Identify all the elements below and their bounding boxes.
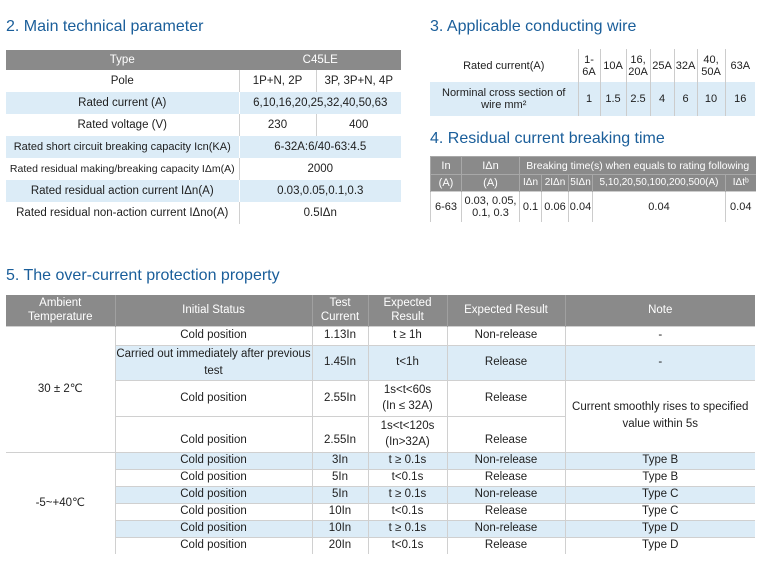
- result-cell: t ≥ 0.1s: [368, 452, 447, 469]
- row-label: Rated residual action current IΔn(A): [6, 180, 239, 202]
- expected-cell: Release: [447, 345, 565, 380]
- table-row: [6, 469, 755, 486]
- row-value: 6-32A:6/40-63:4.5: [239, 136, 401, 158]
- time-value: 0.06: [542, 192, 569, 222]
- current-cell: 2.55In: [312, 380, 368, 416]
- table-row: [6, 180, 401, 202]
- main-parameter-table: [6, 50, 401, 224]
- note-cell: Type C: [565, 503, 755, 520]
- table-row: [6, 92, 401, 114]
- table-row: [6, 136, 401, 158]
- note-cell: -: [565, 326, 755, 345]
- row-label: Pole: [6, 70, 239, 92]
- table-row: [6, 326, 755, 345]
- row-label: Norminal cross section of wire mm²: [430, 82, 578, 116]
- result-cell: t<1h: [368, 345, 447, 380]
- table-row: [431, 192, 756, 222]
- table-row: [6, 486, 755, 503]
- row-label: Rated residual making/breaking capacity IΔm(A): [6, 158, 239, 180]
- expected-cell: Release: [447, 537, 565, 554]
- status-cell: Carried out immediately after previous test: [115, 345, 312, 380]
- expected-cell: Release: [447, 380, 565, 416]
- result-cell: t ≥ 0.1s: [368, 486, 447, 503]
- result-cell: t<0.1s: [368, 469, 447, 486]
- temperature-cell: 30 ± 2℃: [6, 326, 115, 452]
- row-value: 1P+N, 2P: [239, 70, 316, 92]
- rated-current-row: [430, 49, 755, 82]
- header-idn-unit: (A): [462, 175, 520, 192]
- expected-cell: Release: [447, 416, 565, 452]
- row-value: 0.5IΔn: [239, 202, 401, 224]
- over-current-table: [6, 295, 755, 554]
- header-note: Note: [565, 295, 755, 326]
- row-value: 230: [239, 114, 316, 136]
- sub-header: 2IΔn: [542, 175, 569, 192]
- header-in-unit: (A): [431, 175, 462, 192]
- section-4-title: 4. Residual current breaking time: [430, 130, 665, 147]
- section-5-title: 5. The over-current protection property: [6, 267, 280, 284]
- section-value: 4: [650, 82, 674, 116]
- result-cell: 1s<t<120s (In>32A): [368, 416, 447, 452]
- row-value: 0.03,0.05,0.1,0.3: [239, 180, 401, 202]
- header-initial-status: Initial Status: [115, 295, 312, 326]
- table-row: [6, 345, 755, 380]
- status-cell: Cold position: [115, 486, 312, 503]
- section-value: 16: [725, 82, 755, 116]
- row-value: 2000: [239, 158, 401, 180]
- time-value: 0.04: [569, 192, 593, 222]
- header-type: Type: [6, 50, 239, 70]
- current-cell: 20In: [312, 537, 368, 554]
- row-label: Rated residual non-action current IΔno(A): [6, 202, 239, 224]
- status-cell: Cold position: [115, 380, 312, 416]
- table-row: [6, 380, 755, 416]
- sub-header: 5,10,20,50,100,200,500(A): [593, 175, 726, 192]
- status-cell: Cold position: [115, 503, 312, 520]
- section-value: 10: [697, 82, 725, 116]
- section-3-title: 3. Applicable conducting wire: [430, 18, 637, 35]
- section-value: 1.5: [600, 82, 626, 116]
- current-value: 40, 50A: [697, 49, 725, 82]
- cross-section-row: [430, 82, 755, 116]
- table-row: [6, 114, 401, 136]
- note-cell: Type D: [565, 520, 755, 537]
- table-header-row: [6, 50, 401, 70]
- header-test-current: Test Current: [312, 295, 368, 326]
- expected-cell: Release: [447, 469, 565, 486]
- time-value: 0.04: [726, 192, 756, 222]
- section-value: 2.5: [626, 82, 650, 116]
- row-label: Rated current (A): [6, 92, 239, 114]
- expected-cell: Non-release: [447, 486, 565, 503]
- current-cell: 10In: [312, 520, 368, 537]
- header-expected: Expected Result: [368, 295, 447, 326]
- table-row: [6, 537, 755, 554]
- current-value: 32A: [674, 49, 697, 82]
- conducting-wire-table: [430, 49, 755, 116]
- in-value: 6-63: [431, 192, 462, 222]
- header-in: In: [431, 157, 462, 175]
- current-cell: 10In: [312, 503, 368, 520]
- table-row: [6, 503, 755, 520]
- current-value: 25A: [650, 49, 674, 82]
- note-cell: Type B: [565, 469, 755, 486]
- current-value: 63A: [725, 49, 755, 82]
- result-cell: t<0.1s: [368, 537, 447, 554]
- status-cell: Cold position: [115, 537, 312, 554]
- note-cell: Type C: [565, 486, 755, 503]
- table-row: [6, 70, 401, 92]
- current-cell: 1.45In: [312, 345, 368, 380]
- expected-cell: Non-release: [447, 520, 565, 537]
- note-cell: Type B: [565, 452, 755, 469]
- section-value: 6: [674, 82, 697, 116]
- row-label: Rated short circuit breaking capacity Icn(KA): [6, 136, 239, 158]
- result-cell: t ≥ 0.1s: [368, 520, 447, 537]
- status-cell: Cold position: [115, 469, 312, 486]
- table-header-row: [6, 295, 755, 326]
- status-cell: Cold position: [115, 326, 312, 345]
- expected-cell: Non-release: [447, 452, 565, 469]
- result-cell: t<0.1s: [368, 503, 447, 520]
- current-cell: 1.13In: [312, 326, 368, 345]
- expected-cell: Release: [447, 503, 565, 520]
- table-row: [6, 452, 755, 469]
- status-cell: Cold position: [115, 452, 312, 469]
- time-value: 0.04: [593, 192, 726, 222]
- current-cell: 2.55In: [312, 416, 368, 452]
- idn-value: 0.03, 0.05, 0.1, 0.3: [462, 192, 520, 222]
- header-model: C45LE: [239, 50, 401, 70]
- table-row: [6, 158, 401, 180]
- current-value: 1- 6A: [578, 49, 600, 82]
- temperature-cell: -5~+40℃: [6, 452, 115, 554]
- table-header-row: [431, 157, 756, 175]
- result-cell: t ≥ 1h: [368, 326, 447, 345]
- header-expected-result: Expected Result: [447, 295, 565, 326]
- current-cell: 5In: [312, 469, 368, 486]
- header-ambient: Ambient Temperature: [6, 295, 115, 326]
- current-value: 10A: [600, 49, 626, 82]
- section-value: 1: [578, 82, 600, 116]
- expected-cell: Non-release: [447, 326, 565, 345]
- current-value: 16, 20A: [626, 49, 650, 82]
- note-cell: -: [565, 345, 755, 380]
- current-cell: 3In: [312, 452, 368, 469]
- note-merged-cell: Current smoothly rises to specified value within 5s: [565, 380, 755, 452]
- time-value: 0.1: [520, 192, 542, 222]
- sub-header: IΔtᵇ: [726, 175, 756, 192]
- sub-header: IΔn: [520, 175, 542, 192]
- breaking-time-table: [430, 156, 756, 222]
- table-row: [6, 202, 401, 224]
- row-value: 400: [316, 114, 401, 136]
- row-value: 6,10,16,20,25,32,40,50,63: [239, 92, 401, 114]
- current-cell: 5In: [312, 486, 368, 503]
- table-subheader-row: [431, 175, 756, 192]
- status-cell: Cold position: [115, 520, 312, 537]
- row-value: 3P, 3P+N, 4P: [316, 70, 401, 92]
- row-label: Rated current(A): [430, 49, 578, 82]
- row-label: Rated voltage (V): [6, 114, 239, 136]
- table-row: [6, 520, 755, 537]
- note-cell: Type D: [565, 537, 755, 554]
- status-cell: Cold position: [115, 416, 312, 452]
- header-idn: IΔn: [462, 157, 520, 175]
- section-2-title: 2. Main technical parameter: [6, 18, 204, 35]
- sub-header: 5IΔn: [569, 175, 593, 192]
- result-cell: 1s<t<60s (In ≤ 32A): [368, 380, 447, 416]
- header-breaking-time: Breaking time(s) when equals to rating following: [520, 157, 756, 175]
